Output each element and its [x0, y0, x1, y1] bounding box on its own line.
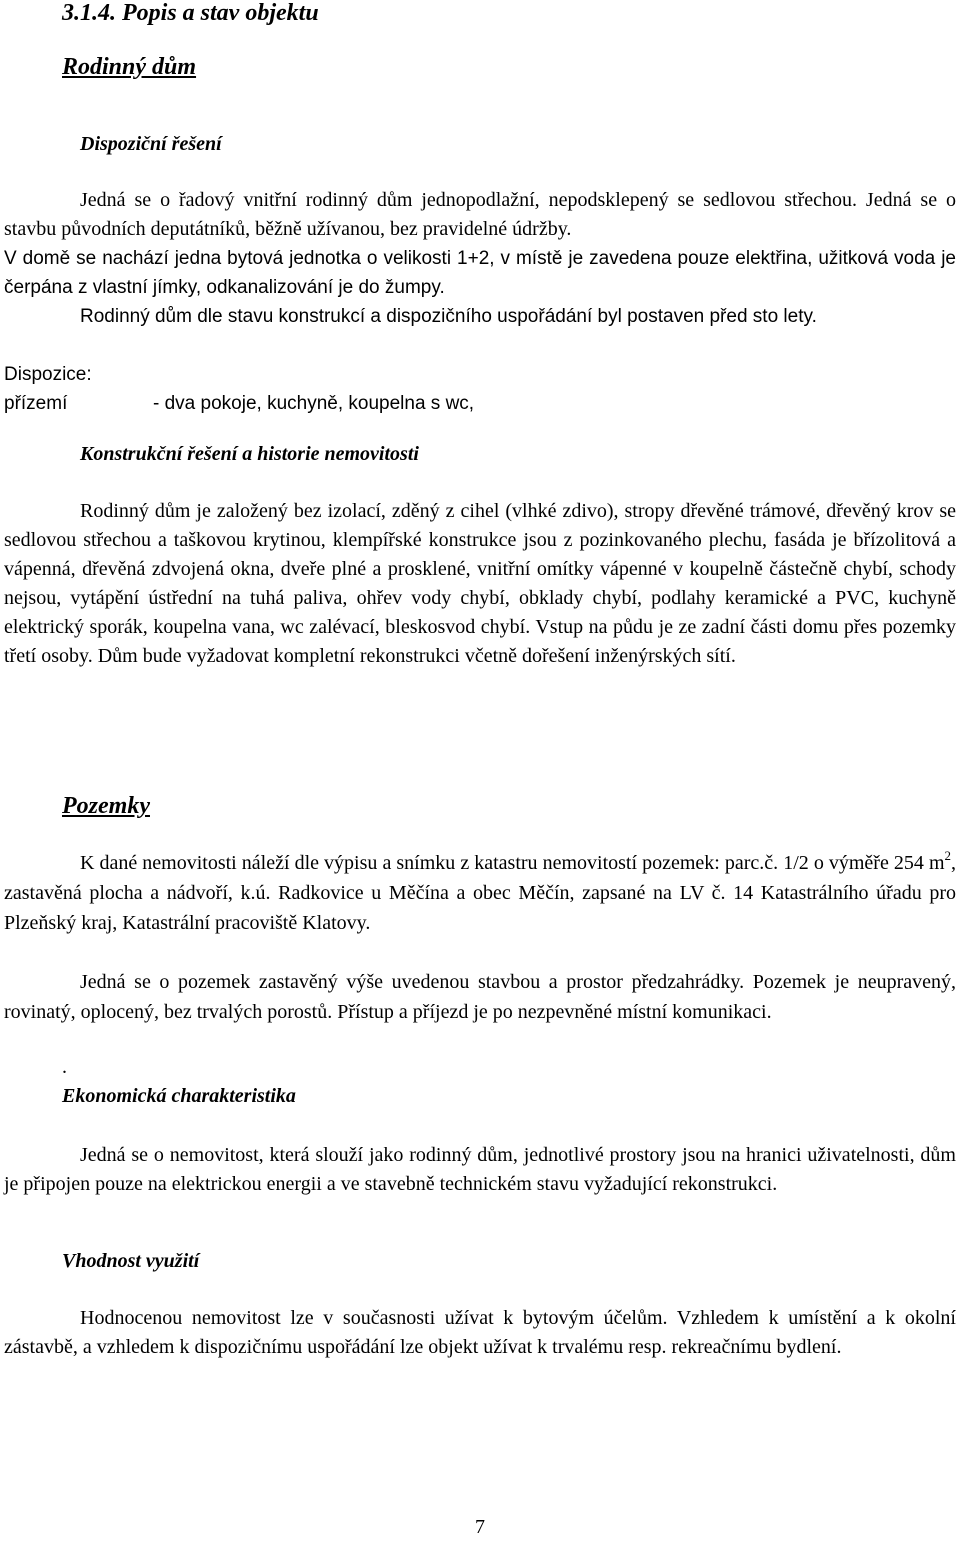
vhodnost-heading: Vhodnost využití [62, 1250, 200, 1272]
section-heading: 3.1.4. Popis a stav objektu [62, 0, 319, 26]
konstrukcni-reseni-heading: Konstrukční řešení a historie nemovitosti [80, 443, 419, 465]
area-unit-superscript: 2 [944, 848, 951, 863]
pozemky-paragraph-1 [4, 848, 956, 938]
pozemky-dot: . [62, 1056, 67, 1078]
pozemky-heading: Pozemky [62, 793, 150, 819]
page-number: 7 [475, 1516, 485, 1538]
pozemky-paragraph-1-end: , zastavěná plocha a nádvoří, k.ú. Radkovice u Měčína a obec Měčín, zapsané na LV č. 14 Katastrálního úřadu pro Plzeňský kraj, Katastrální pracoviště Klatovy. [4, 852, 956, 934]
pozemky-paragraph-2: Jedná se o pozemek zastavěný výše uvedenou stavbou a prostor předzahrádky. Pozemek je neupravený, rovinatý, oplocený, bez trvalých porostů. Přístup a příjezd je po nezpevněné místní komunikaci. [4, 971, 956, 1023]
ekonomicka-paragraph: Jedná se o nemovitost, která slouží jako rodinný dům, jednotlivé prostory jsou na hranici uživatelnosti, dům je připojen pouze na elektrickou energii a ve stavebně technickém stavu vyžadující rekonstrukci. [4, 1144, 956, 1195]
pozemky-paragraph-1-start: K dané nemovitosti náleží dle výpisu a snímku z katastru nemovitostí pozemek: parc.č. 1/2 o výměře 254 m [80, 852, 945, 874]
dispozicni-reseni-paragraph-3: Rodinný dům dle stavu konstrukcí a dispozičního uspořádání byl postaven před sto lety. [80, 306, 817, 327]
ekonomicka-heading: Ekonomická charakteristika [62, 1085, 296, 1107]
prizemi-value: - dva pokoje, kuchyně, koupelna s wc, [153, 393, 475, 414]
konstrukcni-reseni-paragraph: Rodinný dům je založený bez izolací, zděný z cihel (vlhké zdivo), stropy dřevěné trámové, dřevěný krov se sedlovou střechou a taškovou krytinou, klempířské konstrukce jsou z pozinkovaného plechu, fasáda je břízolitová a vápenná, dřevěná zdvojená okna, dveře plné a prosklené, vnitřní omítky vápenné v koupelně částečně chybí, schody nejsou, vytápění ústřední na tuhá paliva, ohřev vody chybí, obklady chybí, podlahy keramické a PVC, kuchyně elektrický sporák, koupelna vana, wc zalévací, bleskosvod chybí. Vstup na půdu je ze zadní části domu přes pozemky třetí osoby. Dům bude vyžadovat kompletní rekonstrukci včetně dořešení inženýrských sítí. [4, 500, 956, 667]
vhodnost-paragraph: Hodnocenou nemovitost lze v současnosti užívat k bytovým účelům. Vzhledem k umístění a k okolní zástavbě, a vzhledem k dispozičnímu uspořádání lze objekt užívat k trvalému resp. rekreačnímu bydlení. [4, 1307, 956, 1358]
prizemi-label: přízemí [4, 393, 68, 414]
dispozicni-reseni-paragraph-1: Jedná se o řadový vnitřní rodinný dům jednopodlažní, nepodsklepený se sedlovou střechou. Jedná se o stavbu původních deputátníků, běžně užívanou, bez pravidelné údržby. [4, 189, 956, 240]
dispozicni-reseni-paragraph-2: V domě se nachází jedna bytová jednotka o velikosti 1+2, v místě je zavedena pouze elektřina, užitková voda je čerpána z vlastní jímky, odkanalizování je do žumpy. [4, 248, 956, 298]
dispozice-label: Dispozice: [4, 364, 92, 385]
dispozicni-reseni-heading: Dispoziční řešení [80, 133, 222, 155]
rodinny-dum-heading: Rodinný dům [62, 54, 197, 80]
